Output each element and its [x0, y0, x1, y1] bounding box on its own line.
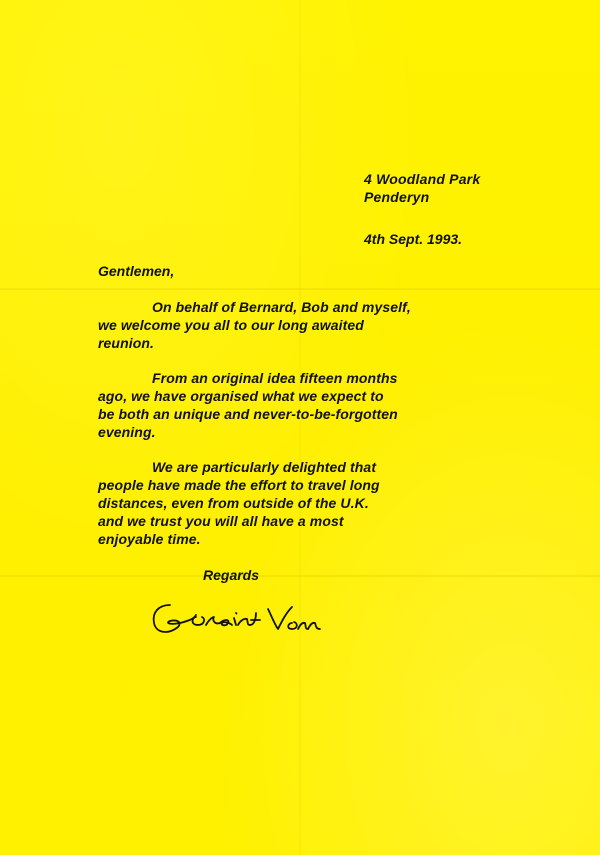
- paragraph-line: and we trust you will all have a most: [98, 513, 344, 529]
- salutation: Gentlemen,: [98, 263, 175, 279]
- paragraph-1: [98, 298, 438, 352]
- paragraph-line: people have made the effort to travel long: [98, 477, 380, 493]
- signature-drawing: [150, 595, 330, 645]
- address-line: 4 Woodland Park: [364, 171, 481, 187]
- paragraph-3: [98, 458, 438, 548]
- paragraph-line: be both an unique and never-to-be-forgotten: [98, 406, 398, 422]
- sender-address: [364, 170, 480, 206]
- handwritten-signature: [150, 595, 330, 645]
- paragraph-line: On behalf of Bernard, Bob and myself,: [152, 299, 411, 315]
- paragraph-line: reunion.: [98, 335, 155, 351]
- closing: Regards: [203, 567, 260, 583]
- paragraph-line: From an original idea fifteen months: [152, 370, 398, 386]
- letter-date: 4th Sept. 1993.: [364, 231, 463, 247]
- paragraph-line: We are particularly delighted that: [152, 459, 377, 475]
- paragraph-line: enjoyable time.: [98, 531, 201, 547]
- paragraph-2: [98, 369, 438, 441]
- paragraph-line: distances, even from outside of the U.K.: [98, 495, 369, 511]
- address-line: Penderyn: [364, 189, 430, 205]
- paragraph-line: ago, we have organised what we expect to: [98, 388, 384, 404]
- paragraph-line: we welcome you all to our long awaited: [98, 317, 364, 333]
- paragraph-line: evening.: [98, 424, 156, 440]
